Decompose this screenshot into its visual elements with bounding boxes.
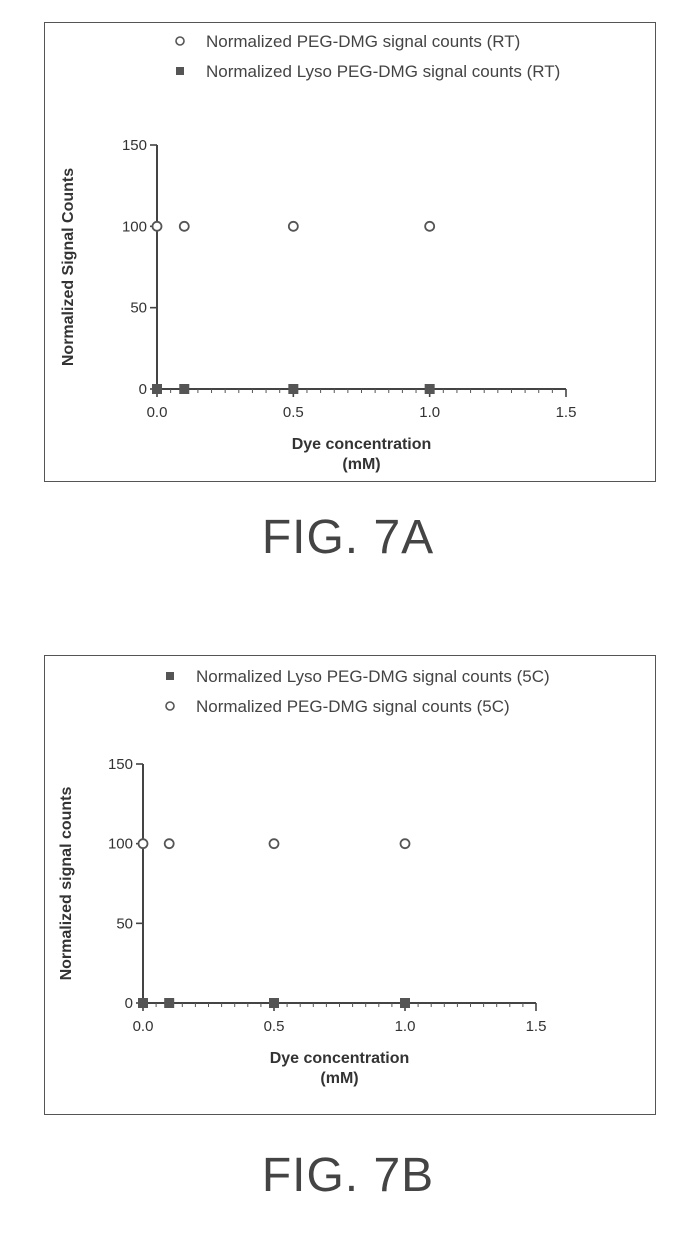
- x-tick-label: 1.5: [525, 1018, 547, 1035]
- y-tick-label: 0: [124, 995, 133, 1012]
- x-tick-label: 1.0: [394, 1018, 416, 1035]
- y-tick-label: 150: [107, 756, 133, 773]
- legend-item-1: [166, 697, 510, 716]
- y-tick-label: 50: [116, 915, 133, 933]
- figure-label-a: FIG. 7A: [261, 511, 435, 564]
- y-tick-label: 150: [121, 137, 147, 154]
- data-point-circle: [180, 222, 189, 231]
- legend-label: Normalized PEG-DMG signal counts (RT): [206, 32, 521, 51]
- x-tick-label: 1.0: [419, 404, 441, 421]
- legend-item-0: [166, 667, 550, 686]
- data-point-circle: [139, 839, 148, 848]
- x-axis-unit: (mM): [342, 456, 381, 473]
- data-point-circle: [401, 839, 410, 848]
- legend-label: Normalized Lyso PEG-DMG signal counts (RT): [206, 62, 561, 81]
- data-point-circle: [165, 839, 174, 848]
- y-axis-title: Normalized Signal Counts: [60, 167, 77, 367]
- data-point-square: [138, 998, 148, 1008]
- x-tick-label: 0.5: [263, 1018, 285, 1035]
- chart-a: [45, 23, 657, 483]
- figure-label-b: FIG. 7B: [261, 1149, 435, 1202]
- legend-marker-square: [166, 672, 174, 680]
- x-axis-unit: (mM): [320, 1070, 359, 1087]
- legend-marker-circle: [166, 702, 174, 710]
- data-point-circle: [425, 222, 434, 231]
- legend-item-0: [176, 32, 520, 51]
- chart-panel-a: [44, 22, 656, 482]
- data-point-square: [269, 998, 279, 1008]
- legend-marker-circle: [176, 37, 184, 45]
- y-tick-label: 100: [121, 218, 147, 236]
- y-tick-label: 50: [130, 299, 147, 317]
- x-tick-label: 0.0: [146, 404, 168, 421]
- x-tick-label: 0.5: [282, 404, 304, 421]
- legend-label: Normalized PEG-DMG signal counts (5C): [196, 697, 510, 716]
- data-point-square: [288, 384, 298, 394]
- x-axis-title: Dye concentration: [269, 1050, 410, 1067]
- data-point-square: [179, 384, 189, 394]
- legend-item-1: [176, 62, 560, 81]
- data-point-circle: [270, 839, 279, 848]
- data-point-square: [152, 384, 162, 394]
- data-point-circle: [153, 222, 162, 231]
- x-tick-label: 0.0: [132, 1018, 154, 1035]
- x-tick-label: 1.5: [555, 404, 577, 421]
- x-axis-title: Dye concentration: [291, 436, 432, 453]
- data-point-square: [164, 998, 174, 1008]
- y-tick-label: 100: [107, 835, 133, 853]
- data-point-square: [425, 384, 435, 394]
- data-point-circle: [289, 222, 298, 231]
- chart-b: [45, 656, 657, 1116]
- chart-panel-b: [44, 655, 656, 1115]
- legend-label: Normalized Lyso PEG-DMG signal counts (5C): [196, 667, 550, 686]
- y-tick-label: 0: [138, 381, 147, 398]
- legend-marker-square: [176, 67, 184, 75]
- y-axis-title: Normalized signal counts: [58, 786, 75, 981]
- data-point-square: [400, 998, 410, 1008]
